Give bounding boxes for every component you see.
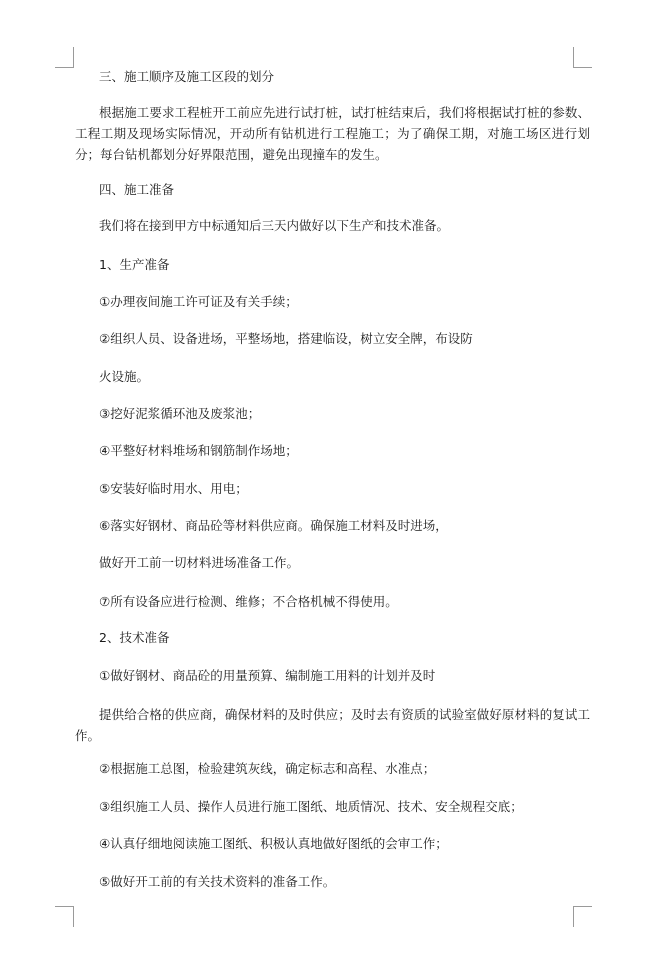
technical-item: ⑤做好开工前的有关技术资料的准备工作。 xyxy=(99,874,336,889)
technical-item: ④认真仔细地阅读施工图纸、积极认真地做好图纸的会审工作； xyxy=(99,836,448,851)
production-item: ⑥落实好钢材、商品砼等材料供应商。确保施工材料及时进场， xyxy=(99,518,448,533)
crop-mark-bottom-left xyxy=(55,906,74,927)
section3-heading: 三、施工顺序及施工区段的划分 xyxy=(99,69,275,84)
production-item: 火设施。 xyxy=(99,369,150,384)
production-item: ⑦所有设备应进行检测、维修；不合格机械不得使用。 xyxy=(99,594,398,609)
production-item: ②组织人员、设备进场，平整场地，搭建临设，树立安全牌，布设防 xyxy=(99,331,473,346)
section4-heading: 四、施工准备 xyxy=(99,182,175,197)
crop-mark-top-right xyxy=(573,47,592,68)
technical-item: ③组织施工人员、操作人员进行施工图纸、地质情况、技术、安全规程交底； xyxy=(99,799,523,814)
production-item: ⑤安装好临时用水、用电； xyxy=(99,481,248,496)
technical-paragraph: 提供给合格的供应商，确保材料的及时供应；及时去有资质的试验室做好原材料的复试工作。 xyxy=(75,707,590,743)
section3-paragraph: 根据施工要求工程桩开工前应先进行试打桩，试打桩结束后，我们将根据试打桩的参数、工程工期及现场实际情况，开动所有钻机进行工程施工；为了确保工期，对施工场区进行划分；每台钻机都划分好界限范围，避免出现撞车的发生。 xyxy=(75,105,590,162)
crop-mark-bottom-right xyxy=(573,906,592,927)
production-item: ③挖好泥浆循环池及废浆池； xyxy=(99,406,261,421)
production-item: ①办理夜间施工许可证及有关手续； xyxy=(99,294,298,309)
production-item: 做好开工前一切材料进场准备工作。 xyxy=(99,555,300,570)
production-heading: 1、生产准备 xyxy=(99,257,170,272)
section4-intro: 我们将在接到甲方中标通知后三天内做好以下生产和技术准备。 xyxy=(99,218,450,233)
technical-item: ①做好钢材、商品砼的用量预算、编制施工用料的计划并及时 xyxy=(99,668,436,683)
production-item: ④平整好材料堆场和钢筋制作场地； xyxy=(99,443,298,458)
crop-mark-top-left xyxy=(55,47,74,68)
technical-heading: 2、技术准备 xyxy=(99,630,170,645)
technical-item: ②根据施工总图，检验建筑灰线，确定标志和高程、水准点； xyxy=(99,761,436,776)
